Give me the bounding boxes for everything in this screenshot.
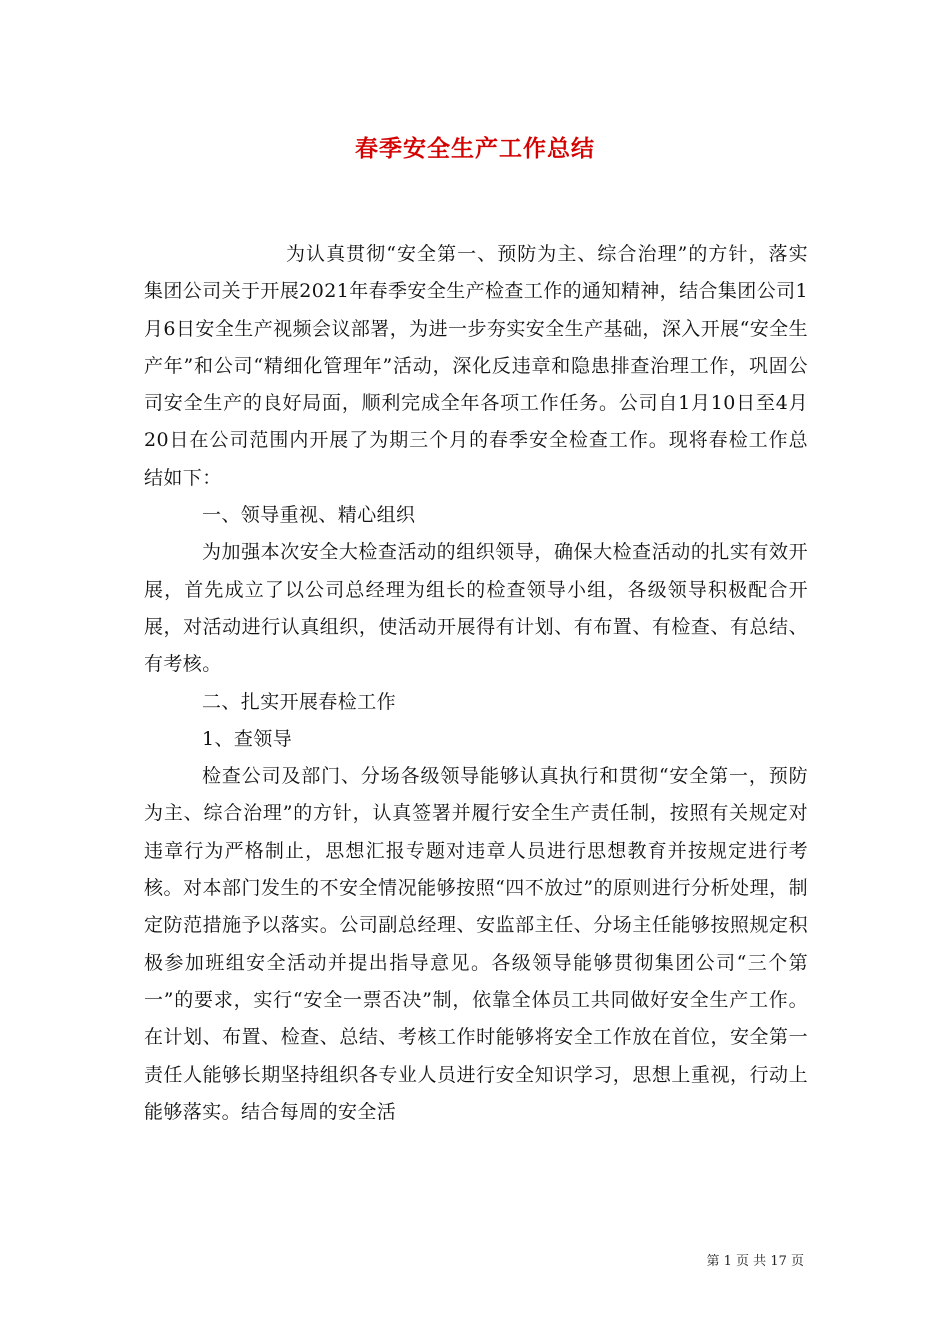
page-number: 第 1 页 共 17 页 [706,1254,804,1269]
paragraph-section-1: 为加强本次安全大检查活动的组织领导，确保大检查活动的扎实有效开展，首先成立了以公司总经理为组长的检查领导小组，各级领导积极配合开展，对活动进行认真组织，使活动开展得有计划、有布置、有检查、有总结、有考核。 [144,541,808,676]
paragraph-check-leaders: 检查公司及部门、分场各级领导能够认真执行和贯彻“安全第一，预防为主、综合治理”的方针，认真签署并履行安全生产责任制，按照有关规定对违章行为严格制止，思想汇报专题对违章人员进行思想教育并按规定进行考核。对本部门发生的不安全情况能够按照“四不放过”的原则进行分析处理，制定防范措施予以落实。公司副总经理、安监部主任、分场主任能够按照规定积极参加班组安全活动并提出指导意见。各级领导能够贯彻集团公司“三个第一”的要求，实行“安全一票否决”制，依靠全体员工共同做好安全生产工作。在计划、布置、检查、总结、考核工作时能够将安全工作放在首位，安全第一责任人能够长期坚持组织各专业人员进行安全知识学习，思想上重视，行动上能够落实。结合每周的安全活 [144,765,808,1123]
paragraph-intro: 为认真贯彻“安全第一、预防为主、综合治理”的方针，落实集团公司关于开展2021年春季安全生产检查工作的通知精神，结合集团公司1月6日安全生产视频会议部署，为进一步夯实安全生产基础，深入开展“安全生产年”和公司“精细化管理年”活动，深化反违章和隐患排查治理工作，巩固公司安全生产的良好局面，顺利完成全年各项工作任务。公司自1月10日至4月20日在公司范围内开展了为期三个月的春季安全检查工作。现将春检工作总结如下： [144,243,808,489]
subheading-check-leaders: 1、查领导 [202,727,293,750]
heading-section-1: 一、领导重视、精心组织 [202,504,416,527]
document-body [144,236,808,1131]
document-title: 春季安全生产工作总结 [355,136,595,162]
heading-section-2: 二、扎实开展春检工作 [202,690,397,713]
